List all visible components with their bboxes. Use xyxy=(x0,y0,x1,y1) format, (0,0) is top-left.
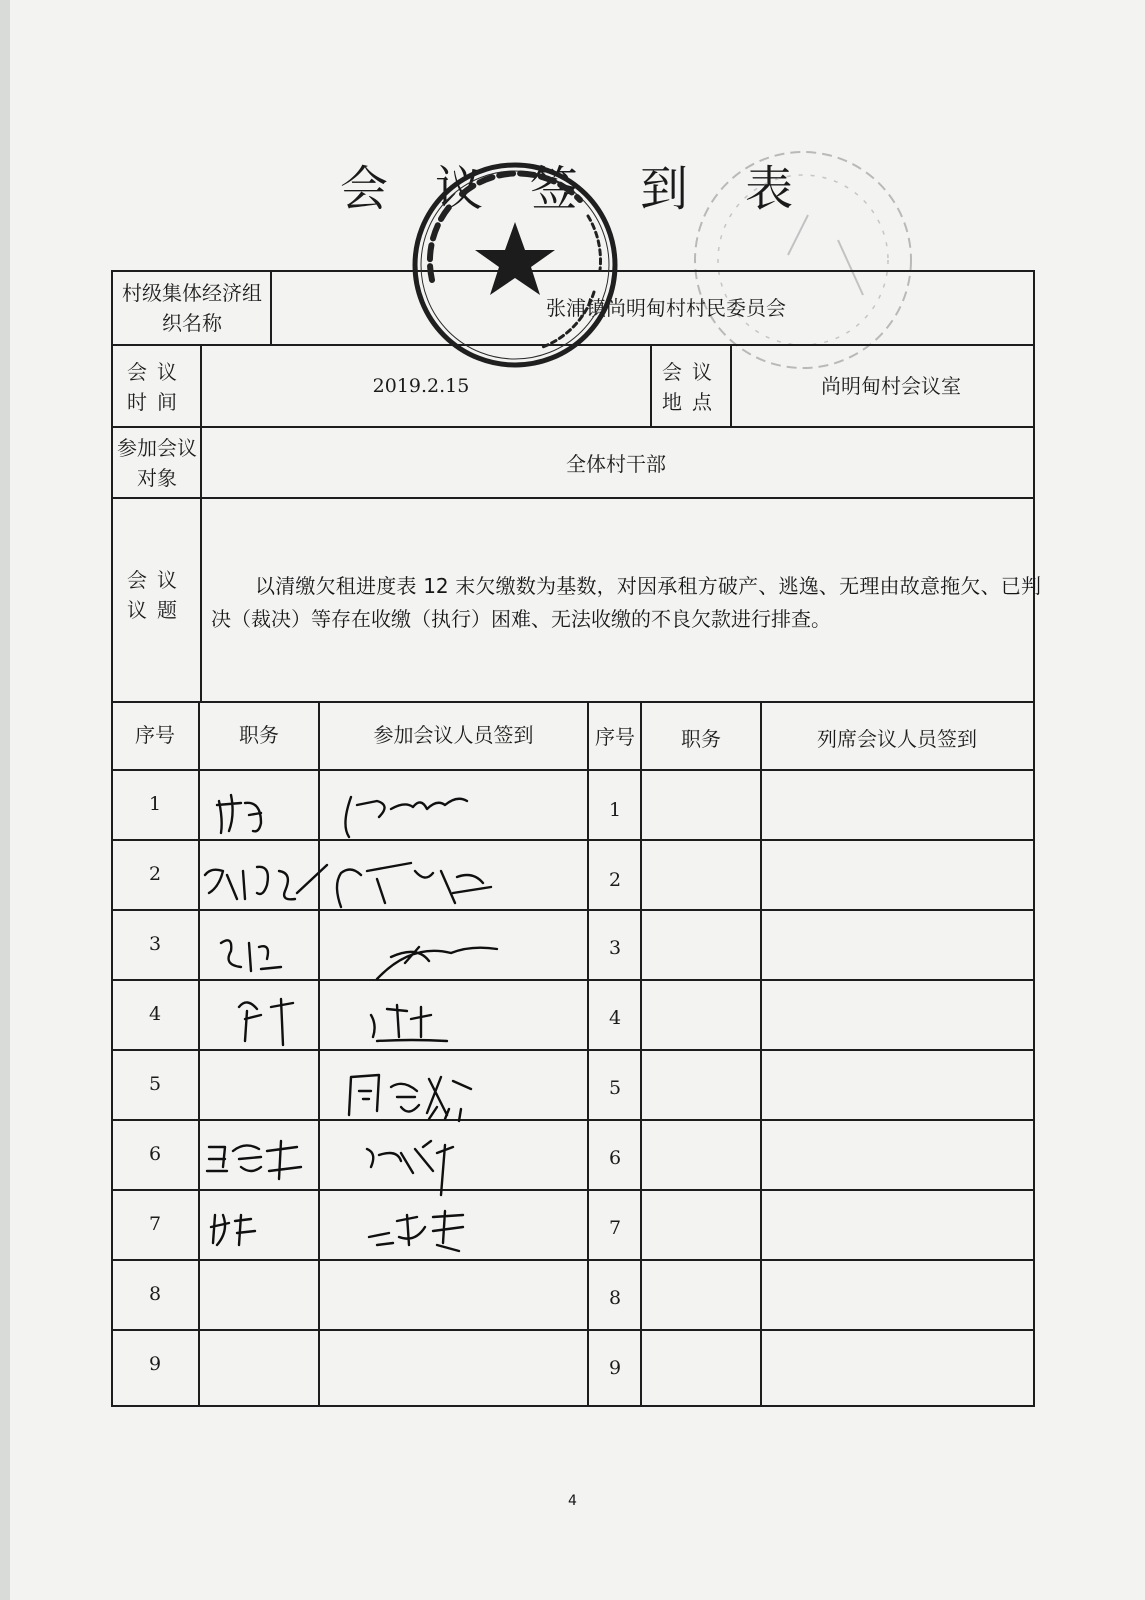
row-5-no: 5 xyxy=(148,1073,162,1095)
row-7-no: 7 xyxy=(148,1213,162,1235)
scan-edge xyxy=(0,0,10,1600)
place-value: 尚明甸村会议室 xyxy=(821,374,961,398)
title-char-4: 到 xyxy=(640,161,689,217)
official-seal-icon xyxy=(410,160,620,370)
sign-in-form xyxy=(111,270,1057,1430)
seq-right-header: 序号 xyxy=(595,725,635,749)
row-9-no: 9 xyxy=(148,1353,162,1375)
time-value: 2019.2.15 xyxy=(372,375,470,397)
row-4-no: 4 xyxy=(148,1003,162,1025)
position-header: 职务 xyxy=(239,723,279,747)
title-char-2: 议 xyxy=(435,161,484,217)
attendees-label: 参加会议对象 xyxy=(117,436,197,490)
row-5-no-right: 5 xyxy=(608,1077,622,1099)
row-1-no: 1 xyxy=(148,793,162,815)
observer-sign-header: 列席会议人员签到 xyxy=(817,727,977,751)
handwritten-entries-icon xyxy=(201,775,581,1275)
row-4-no-right: 4 xyxy=(608,1007,622,1029)
attendee-sign-header: 参加会议人员签到 xyxy=(373,723,534,747)
row-2-no-right: 2 xyxy=(608,869,622,891)
topic-value: 以清缴欠租进度表 12 末欠缴数为基数，对因承租方破产、逃逸、无理由故意拖欠、已判决（裁决）等存在收缴（执行）困难、无法收缴的不良欠款进行排查。 xyxy=(211,574,1041,631)
row-6-no-right: 6 xyxy=(608,1147,622,1169)
seq-header: 序号 xyxy=(135,723,175,747)
star-icon xyxy=(475,222,555,295)
row-8-no: 8 xyxy=(148,1283,162,1305)
position-right-header: 职务 xyxy=(681,727,721,751)
topic-label: 会议议题 xyxy=(127,568,187,622)
row-3-no-right: 3 xyxy=(608,937,622,959)
attendees-value: 全体村干部 xyxy=(566,452,666,476)
row-1-no-right: 1 xyxy=(608,799,622,821)
org-value: 张浦镇尚明甸村村民委员会 xyxy=(546,296,786,320)
org-label: 村级集体经济组织名称 xyxy=(122,281,262,335)
row-6-no: 6 xyxy=(148,1143,162,1165)
row-8-no-right: 8 xyxy=(608,1287,622,1309)
title-char-1: 会 xyxy=(340,161,389,217)
row-7-no-right: 7 xyxy=(608,1217,622,1239)
title-char-3: 签 xyxy=(530,161,579,217)
time-label: 会议时间 xyxy=(127,360,187,414)
row-2-no: 2 xyxy=(148,863,162,885)
place-label: 会议地点 xyxy=(662,360,722,414)
row-3-no: 3 xyxy=(148,933,162,955)
title-char-5: 表 xyxy=(745,161,794,217)
row-9-no-right: 9 xyxy=(608,1357,622,1379)
page-number: 4 xyxy=(568,1493,577,1509)
